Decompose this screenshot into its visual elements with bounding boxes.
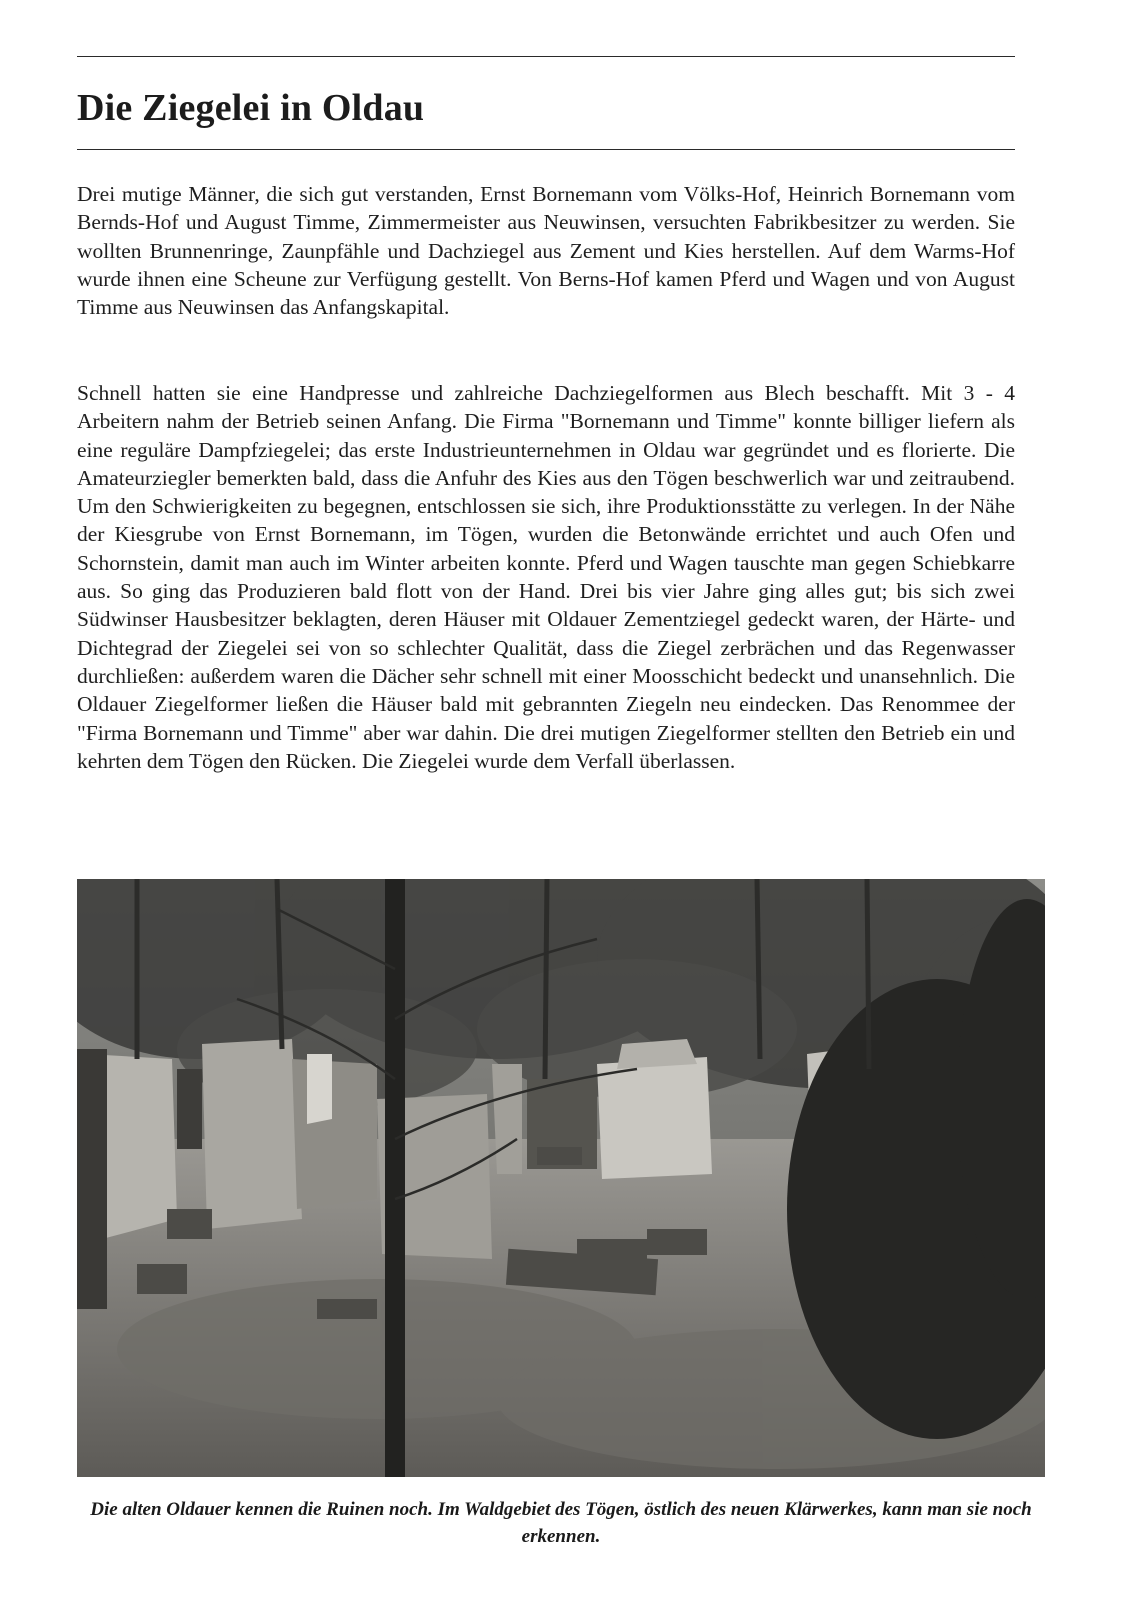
ruins-photo-illustration [77, 879, 1045, 1477]
page-title: Die Ziegelei in Oldau [77, 87, 425, 129]
top-rule [77, 56, 1015, 57]
paragraph-2: Schnell hatten sie eine Handpresse und zahlreiche Dachziegelformen aus Blech beschafft. Mit 3 - 4 Arbeitern nahm der Betrieb seinen Anfang. Die Firma "Bornemann und Timme" konnte billiger liefern als eine reguläre Dampfziegelei; das erste Industrieunternehmen in Oldau war gegründet und es florierte. Die Amateurziegler bemerkten bald, dass die Anfuhr des Kies aus den Tögen beschwerlich war und zeitraubend. Um den Schwierigkeiten zu begegnen, entschlossen sie sich, ihre Produktionsstätte zu verlegen. In der Nähe der Kiesgrube von Ernst Bornemann, im Tögen, wurden die Betonwände errichtet und auch Ofen und Schornstein, damit man auch im Winter arbeiten konnte. Pferd und Wagen tauschte man gegen Schiebkarre aus. So ging das Produzieren bald flott von der Hand. Drei bis vier Jahre ging alles gut; bis sich zwei Südwinser Hausbesitzer beklagten, deren Häuser mit Oldauer Zementziegel gedeckt waren, der Härte- und Dichtegrad der Ziegelei sei von so schlechter Qualität, dass die Ziegel zerbrächen und das Regenwasser durchließen: außerdem waren die Dächer sehr schnell mit einer Moosschicht bedeckt und unansehnlich. Die Oldauer Ziegelformer ließen die Häuser bald mit gebrannten Ziegeln neu eindecken. Das Renommee der "Firma Bornemann und Timme" aber war dahin. Die drei mutigen Ziegelformer stellten den Betrieb ein und kehrten dem Tögen den Rücken. Die Ziegelei wurde dem Verfall überlassen. [77, 381, 1015, 773]
paragraph-1: Drei mutige Männer, die sich gut verstanden, Ernst Bornemann vom Völks-Hof, Heinrich Bornemann vom Bernds-Hof und August Timme, Zimmermeister aus Neuwinsen, versuchten Fabrikbesitzer zu werden. Sie wollten Brunnenringe, Zaunpfähle und Dachziegel aus Zement und Kies herstellen. Auf dem Warms-Hof wurde ihnen eine Scheune zur Verfügung gestellt. Von Berns-Hof kamen Pferd und Wagen und von August Timme aus Neuwinsen das Anfangskapital. [77, 182, 1015, 320]
title-underline-rule [77, 149, 1015, 150]
photo-caption: Die alten Oldauer kennen die Ruinen noch. Im Waldgebiet des Tögen, östlich des neuen Klärwerkes, kann man sie noch erkennen. [90, 1499, 1032, 1547]
ruins-photo [77, 879, 1045, 1477]
